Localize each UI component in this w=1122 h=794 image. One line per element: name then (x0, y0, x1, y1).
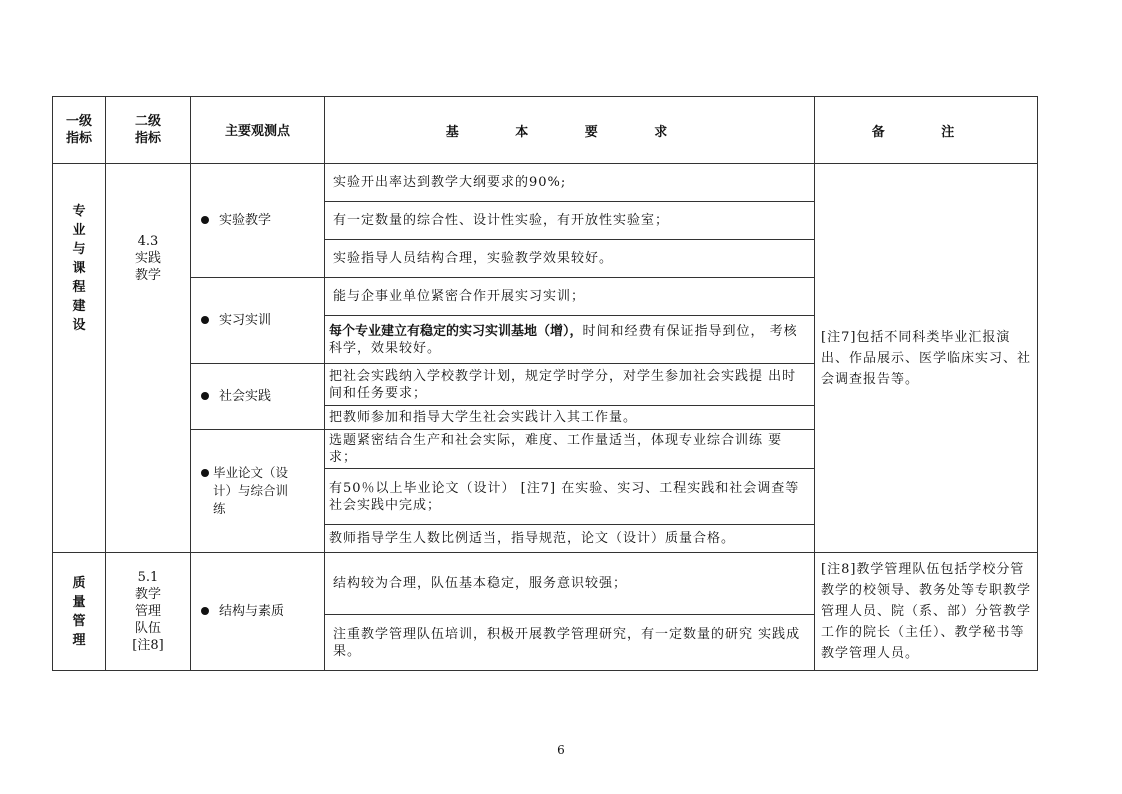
header-level1: 一级指标 (53, 97, 106, 164)
bullet-icon (201, 392, 209, 400)
point-internship-training: 实习实训 (191, 278, 325, 364)
bullet-icon (201, 469, 209, 477)
requirement-cell: 结构较为合理，队伍基本稳定，服务意识较强； (325, 553, 815, 615)
point-social-practice: 社会实践 (191, 364, 325, 430)
note-cell: [注8]教学管理队伍包括学校分管教学的校领导、教务处等专职教学管理人员、院（系、部）分管教学工作的院长（主任）、教学秘书等教学管理人员。 (815, 553, 1038, 671)
requirement-cell: 有一定数量的综合性、设计性实验，有开放性实验室； (325, 202, 815, 240)
level2-name: 教学管理队伍 (134, 587, 161, 636)
bullet-icon (201, 216, 209, 224)
table-row (53, 553, 1038, 615)
table-row (53, 164, 1038, 202)
point-experiment-teaching: 实验教学 (191, 164, 325, 278)
level2-name: 实践教学 (134, 250, 161, 283)
level2-code: 5.1 (137, 570, 159, 585)
requirement-cell: 每个专业建立有稳定的实习实训基地（增），时间和经费有保证指导到位， 考核科学，效果较好。 (325, 316, 815, 364)
level1-cell (53, 164, 106, 553)
requirement-cell: 教师指导学生人数比例适当，指导规范，论文（设计）质量合格。 (325, 525, 815, 553)
header-row (53, 97, 1038, 164)
requirement-cell: 把教师参加和指导大学生社会实践计入其工作量。 (325, 406, 815, 430)
level2-code: 4.3 (137, 233, 159, 249)
level2-cell (106, 164, 191, 553)
note-cell: [注7]包括不同科类毕业汇报演出、作品展示、医学临床实习、社会调查报告等。 (815, 164, 1038, 553)
level1-label: 专业与课程建设 (72, 203, 86, 333)
level1-label: 质量管理 (72, 575, 86, 648)
header-basic-requirements: 基 本 要 求 (325, 97, 815, 164)
requirement-cell: 注重教学管理队伍培训，积极开展教学管理研究，有一定数量的研究 实践成果。 (325, 615, 815, 671)
page-number: 6 (557, 743, 565, 757)
bold-requirement-text: 每个专业建立有稳定的实习实训基地（增）， (329, 323, 583, 339)
requirement-cell: 把社会实践纳入学校教学计划，规定学时学分，对学生参加社会实践提 出时间和任务要求； (325, 364, 815, 406)
level2-cell (106, 553, 191, 671)
requirement-cell: 实验开出率达到教学大纲要求的90%; (325, 164, 815, 202)
requirement-cell: 实验指导人员结构合理，实验教学效果较好。 (325, 240, 815, 278)
level2-note-ref: [注8] (132, 638, 164, 653)
header-notes: 备 注 (815, 97, 1038, 164)
evaluation-indicator-table (52, 96, 1038, 671)
requirement-cell: 有50％以上毕业论文（设计） [注7] 在实验、实习、工程实践和社会调查等社会实践中完成； (325, 469, 815, 525)
bullet-icon (201, 607, 209, 615)
point-structure-quality: 结构与素质 (191, 553, 325, 671)
header-level2: 二级指标 (106, 97, 191, 164)
point-thesis-training: 毕业论文（设计）与综合训练 (191, 430, 325, 553)
header-observation-points: 主要观测点 (191, 97, 325, 164)
requirement-cell: 能与企事业单位紧密合作开展实习实训； (325, 278, 815, 316)
bullet-icon (201, 316, 209, 324)
requirement-cell: 选题紧密结合生产和社会实际，难度、工作量适当，体现专业综合训练 要求； (325, 430, 815, 469)
level1-cell (53, 553, 106, 671)
